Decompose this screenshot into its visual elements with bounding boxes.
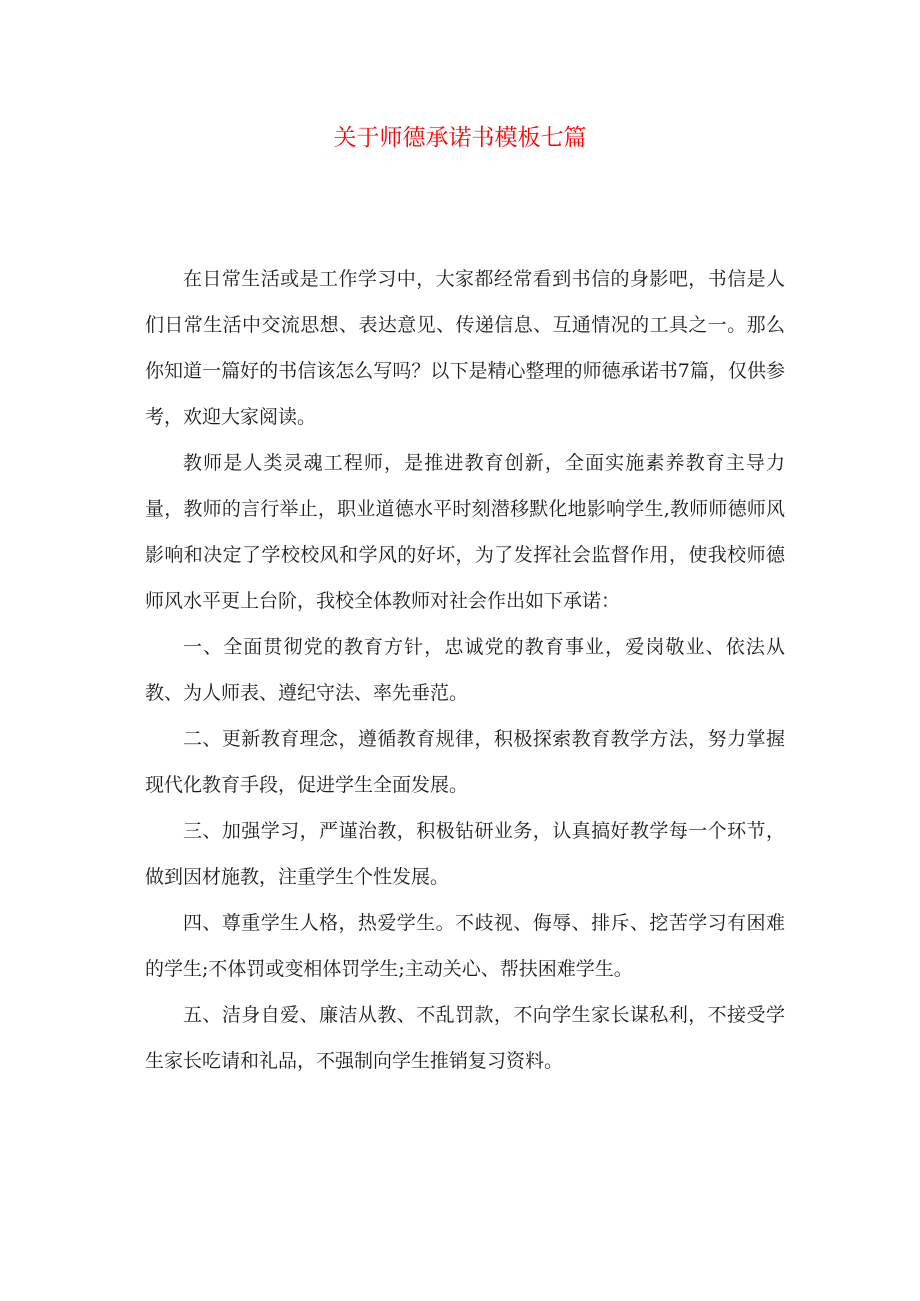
- paragraph-preamble: 教师是人类灵魂工程师，是推进教育创新，全面实施素养教育主导力量，教师的言行举止，职业道德水平时刻潜移默化地影响学生,教师师德师风影响和决定了学校校风和学风的好坏，为了发挥社会监督作用，使我校师德师风水平更上台阶，我校全体教师对社会作出如下承诺：: [145, 452, 785, 612]
- document-body: [145, 256, 785, 1084]
- paragraph-pledge-4: 四、尊重学生人格，热爱学生。不歧视、侮辱、排斥、挖苦学习有困难的学生;不体罚或变相体罚学生;主动关心、帮扶困难学生。: [145, 912, 785, 980]
- paragraph-intro: 在日常生活或是工作学习中，大家都经常看到书信的身影吧，书信是人们日常生活中交流思想、表达意见、传递信息、互通情况的工具之一。那么你知道一篇好的书信该怎么写吗？以下是精心整理的师德承诺书7篇，仅供参考，欢迎大家阅读。: [145, 268, 785, 428]
- paragraph-pledge-5: 五、洁身自爱、廉洁从教、不乱罚款，不向学生家长谋私利，不接受学生家长吃请和礼品，不强制向学生推销复习资料。: [145, 1004, 785, 1072]
- paragraph-pledge-1: 一、全面贯彻党的教育方针，忠诚党的教育事业，爱岗敬业、依法从教、为人师表、遵纪守法、率先垂范。: [145, 636, 785, 704]
- paragraph-pledge-2: 二、更新教育理念，遵循教育规律，积极探索教育教学方法，努力掌握现代化教育手段，促进学生全面发展。: [145, 728, 785, 796]
- document-title: 关于师德承诺书模板七篇: [333, 125, 587, 151]
- paragraph-pledge-3: 三、加强学习，严谨治教，积极钻研业务，认真搞好教学每一个环节，做到因材施教，注重学生个性发展。: [145, 820, 785, 888]
